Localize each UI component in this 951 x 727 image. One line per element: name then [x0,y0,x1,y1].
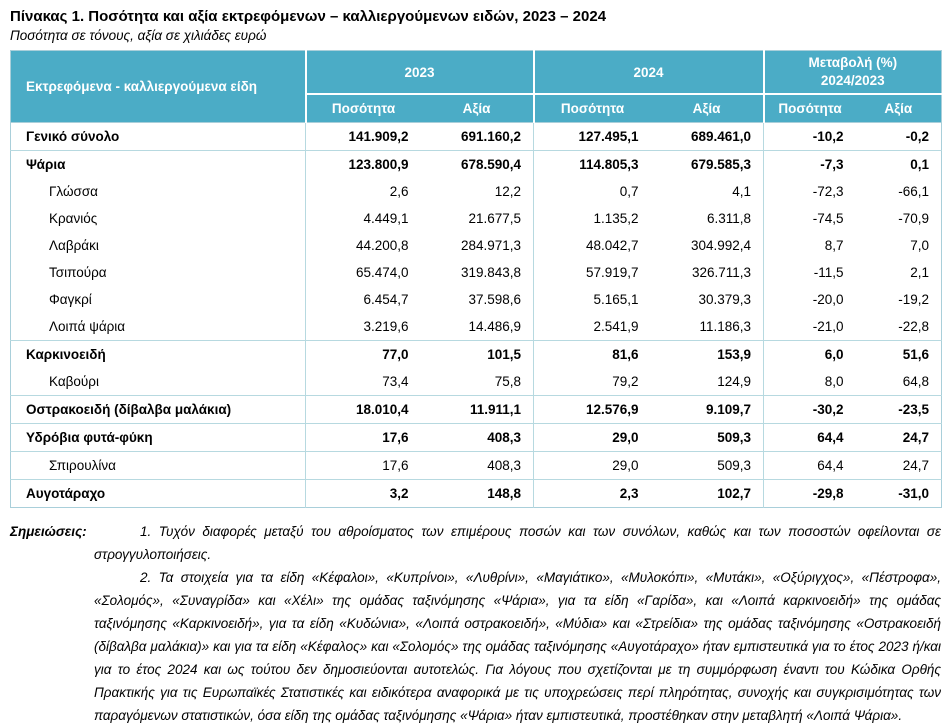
table-row [11,313,942,341]
quantity-2024-cell: 12.576,9 [534,396,651,424]
value-change-cell: 24,7 [856,452,942,480]
quantity-change-cell: -20,0 [764,286,856,313]
table-row [11,151,942,179]
table-row [11,424,942,452]
table-row [11,123,942,151]
value-2023-cell: 12,2 [494,184,522,199]
species-cell: Λοιπά ψάρια [49,319,126,334]
page-subtitle: Ποσότητα σε τόνους, αξία σε χιλιάδες ευρώ [10,28,267,43]
value-2024-cell: 326.711,3 [691,265,752,280]
value-2024-cell: 4,1 [732,184,752,199]
value-2023-cell: 75,8 [494,374,522,389]
quantity-2024-header: Ποσότητα [534,94,651,123]
species-cell: Καρκινοειδή [11,341,306,369]
notes-label: Σημειώσεις: [10,524,87,539]
quantity-2023-cell: 6.454,7 [306,286,421,313]
table-row [11,480,942,508]
value-2024-cell: 102,7 [651,480,764,508]
change-header-line1: Μεταβολή (%) [808,54,898,70]
quantity-2023-cell: 2,6 [306,178,421,205]
quantity-2023-cell: 3.219,6 [306,313,421,341]
value-2023-cell: 14.486,9 [468,319,522,334]
value-2024-cell: 509,3 [651,424,764,452]
table-header [11,51,942,123]
quantity-2024-cell: 0,7 [534,178,651,205]
quantity-2024-cell: 2.541,9 [534,313,651,341]
value-change-cell: -70,9 [898,211,930,226]
change-header [764,51,942,95]
value-change-cell: -31,0 [856,480,942,508]
value-2023-cell: 691.160,2 [460,129,522,144]
value-2024-cell: 6.311,8 [706,211,752,226]
value-change-cell: -19,2 [898,292,930,307]
quantity-change-cell: -30,2 [764,396,856,424]
quantity-change-cell: -10,2 [764,123,856,151]
species-cell: Λαβράκι [49,238,99,253]
quantity-change-cell: 8,7 [764,232,856,259]
value-change-cell: 64,8 [902,374,930,389]
quantity-2023-cell: 17,6 [306,452,421,480]
quantity-2024-cell: 29,0 [534,452,651,480]
value-change-cell: -66,1 [898,184,930,199]
value-2023-cell: 284.971,3 [460,238,522,253]
species-cell: Οστρακοειδή (δίβαλβα μαλάκια) [11,396,306,424]
value-change-cell: -22,8 [898,319,930,334]
quantity-change-cell: -21,0 [764,313,856,341]
year-2023-header: 2023 [306,51,534,95]
value-2023-cell: 11.911,1 [421,396,534,424]
quantity-change-cell: 6,0 [764,341,856,369]
value-change-cell: 0,1 [856,151,942,179]
table-row [11,178,942,205]
notes-section [10,521,941,727]
quantity-change-header: Ποσότητα [764,94,856,123]
value-2024-header: Αξία [651,94,764,123]
note-item: 1. Τυχόν διαφορές μεταξύ του αθροίσματος των επιμέρους ποσών και των συνόλων, καθώς και των ποσοστών οφείλονται σε στρογγυλοποιήσεις. [94,524,941,562]
quantity-2024-cell: 48.042,7 [534,232,651,259]
value-change-cell: -0,2 [905,129,930,144]
quantity-change-cell: -7,3 [764,151,856,179]
species-cell: Σπιρουλίνα [11,452,306,480]
quantity-2023-cell: 4.449,1 [306,205,421,232]
value-2024-cell: 153,9 [651,341,764,369]
quantity-2023-cell: 141.909,2 [306,123,421,151]
species-column-header: Εκτρεφόμενα - καλλιεργούμενα είδη [11,51,306,123]
quantity-change-cell: 8,0 [764,368,856,396]
quantity-2023-cell: 123.800,9 [306,151,421,179]
quantity-2024-cell: 29,0 [534,424,651,452]
species-cell: Κρανιός [49,211,98,226]
quantity-change-cell: 64,4 [764,452,856,480]
quantity-2024-cell: 81,6 [534,341,651,369]
table-body [11,123,942,508]
quantity-2023-cell: 77,0 [306,341,421,369]
page-title: Πίνακας 1. Ποσότητα και αξία εκτρεφόμενων – καλλιεργούμενων ειδών, 2023 – 2024 [10,8,607,25]
quantity-change-cell: -72,3 [764,178,856,205]
value-2024-cell: 11.186,3 [699,319,752,334]
value-2023-cell: 319.843,8 [460,265,522,280]
quantity-2023-cell: 73,4 [306,368,421,396]
value-2023-cell: 148,8 [421,480,534,508]
quantity-2023-cell: 65.474,0 [306,259,421,286]
value-change-cell: 7,0 [910,238,930,253]
value-2023-cell: 37.598,6 [468,292,522,307]
quantity-2024-cell: 127.495,1 [534,123,651,151]
value-2024-cell: 509,3 [651,452,764,480]
table-row [11,341,942,369]
quantity-2024-cell: 5.165,1 [534,286,651,313]
value-change-cell: 51,6 [856,341,942,369]
quantity-change-cell: 64,4 [764,424,856,452]
species-cell: Τσιπούρα [49,265,107,280]
header-year-row [11,51,942,95]
quantity-2023-cell: 18.010,4 [306,396,421,424]
table-row [11,452,942,480]
species-cell: Ψάρια [11,151,306,179]
value-2024-cell: 304.992,4 [690,238,752,253]
aquaculture-table [10,50,942,508]
species-cell: Υδρόβια φυτά-φύκη [11,424,306,452]
change-header-line2: 2024/2023 [820,73,885,88]
value-2023-header: Αξία [421,94,534,123]
value-change-header: Αξία [856,94,942,123]
value-2023-cell: 101,5 [421,341,534,369]
value-change-cell: 2,1 [910,265,930,280]
quantity-2024-cell: 2,3 [534,480,651,508]
table-row [11,205,942,232]
table-row [11,396,942,424]
table-row [11,232,942,259]
value-2024-cell: 679.585,3 [651,151,764,179]
quantity-change-cell: -74,5 [764,205,856,232]
quantity-2023-cell: 3,2 [306,480,421,508]
table-row [11,368,942,396]
value-2024-cell: 124,9 [717,374,752,389]
table-row [11,259,942,286]
species-cell: Καβούρι [49,374,99,389]
value-2023-cell: 408,3 [421,424,534,452]
quantity-2023-cell: 17,6 [306,424,421,452]
species-cell: Αυγοτάραχο [11,480,306,508]
species-cell: Φαγκρί [49,292,92,307]
quantity-2023-header: Ποσότητα [306,94,421,123]
quantity-2024-cell: 114.805,3 [534,151,651,179]
value-change-cell: -23,5 [856,396,942,424]
value-2024-cell: 689.461,0 [690,129,752,144]
value-change-cell: 24,7 [856,424,942,452]
quantity-2024-cell: 79,2 [534,368,651,396]
quantity-change-cell: -11,5 [764,259,856,286]
note-item: 2. Τα στοιχεία για τα είδη «Κέφαλοι», «Κυπρίνοι», «Λυθρίνι», «Μαγιάτικο», «Μυλοκόπι», «Μυτάκι», «Οξύριγχος», «Πέστροφα», «Σολομός», «Συναγρίδα» και «Χέλι» της ομάδας ταξινόμησης «Ψάρια», για τα είδη «Γαρίδα», και «Λοιπά καρκινοειδή» της ομάδας ταξινόμησης «Καρκινοειδή», για τα είδη «Κυδώνια», «Λοιπά οστρακοειδή», «Μύδια» και «Στρείδια» της ομάδας ταξινόμησης «Οστρακοειδή (δίβαλβα μαλάκια)» και για τα είδη «Κέφαλος» και «Σολομός» της ομάδας ταξινόμησης «Αυγοτάραχο» ήταν εμπιστευτικά για το έτος 2023 ή/και για το έτος 2024 και ως τούτου δεν δημοσιεύονται αυτοτελώς. Για λόγους που σχετίζονται με τη συμμόρφωση έναντι του Κώδικα Ορθής Πρακτικής για τις Ευρωπαϊκές Στατιστικές και ειδικότερα αναφορικά με τις υποχρεώσεις περί πληρότητας, συνοχής και συγκρισιμότητας των παραγόμενων στατιστικών, όσα είδη της ομάδας ταξινόμησης «Ψάρια» ήταν εμπιστευτικά, προστέθηκαν στην μεταβλητή «Λοιπά Ψάρια». [94,569,941,723]
quantity-2024-cell: 1.135,2 [534,205,651,232]
species-cell: Γενικό σύνολο [26,129,120,144]
value-2024-cell: 30.379,3 [698,292,752,307]
year-2024-header: 2024 [534,51,764,95]
value-2023-cell: 678.590,4 [421,151,534,179]
quantity-change-cell: -29,8 [764,480,856,508]
value-2023-cell: 408,3 [421,452,534,480]
species-cell: Γλώσσα [49,184,98,199]
table-row [11,286,942,313]
quantity-2024-cell: 57.919,7 [534,259,651,286]
value-2024-cell: 9.109,7 [651,396,764,424]
value-2023-cell: 21.677,5 [468,211,522,226]
quantity-2023-cell: 44.200,8 [306,232,421,259]
